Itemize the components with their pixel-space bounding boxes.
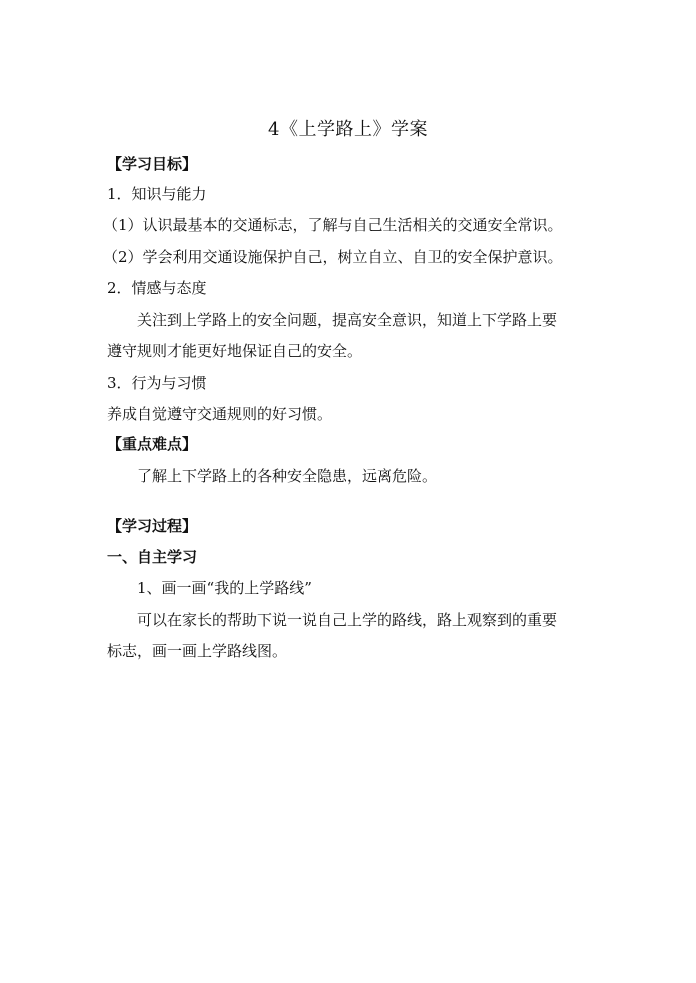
goal1-item2: （2）学会利用交通设施保护自己，树立自立、自卫的安全保护意识。	[103, 248, 563, 266]
section-heading-goals: 【学习目标】	[107, 155, 198, 173]
goal3-heading: 3．行为与习惯	[107, 374, 207, 392]
task1-text-line2: 标志，画一画上学路线图。	[107, 642, 288, 660]
key-points-text: 了解上下学路上的各种安全隐患，远离危险。	[137, 467, 438, 485]
goal1-heading: 1．知识与能力	[107, 185, 207, 203]
goal2-text-line1: 关注到上学路上的安全问题，提高安全意识，知道上下学路上要	[137, 311, 558, 329]
goal3-text: 养成自觉遵守交通规则的好习惯。	[107, 405, 333, 423]
task1-heading: 1、画一画“我的上学路线”	[137, 579, 312, 597]
goal2-text-line2: 遵守规则才能更好地保证自己的安全。	[107, 342, 363, 360]
goal1-item1: （1）认识最基本的交通标志，了解与自己生活相关的交通安全常识。	[103, 216, 563, 234]
part1-heading: 一、自主学习	[107, 548, 198, 566]
task1-text-line1: 可以在家长的帮助下说一说自己上学的路线，路上观察到的重要	[137, 611, 558, 629]
document-title: 4《上学路上》学案	[268, 119, 428, 140]
goal2-heading: 2．情感与态度	[107, 279, 207, 297]
section-heading-process: 【学习过程】	[107, 517, 198, 535]
section-heading-key-points: 【重点难点】	[107, 435, 198, 453]
